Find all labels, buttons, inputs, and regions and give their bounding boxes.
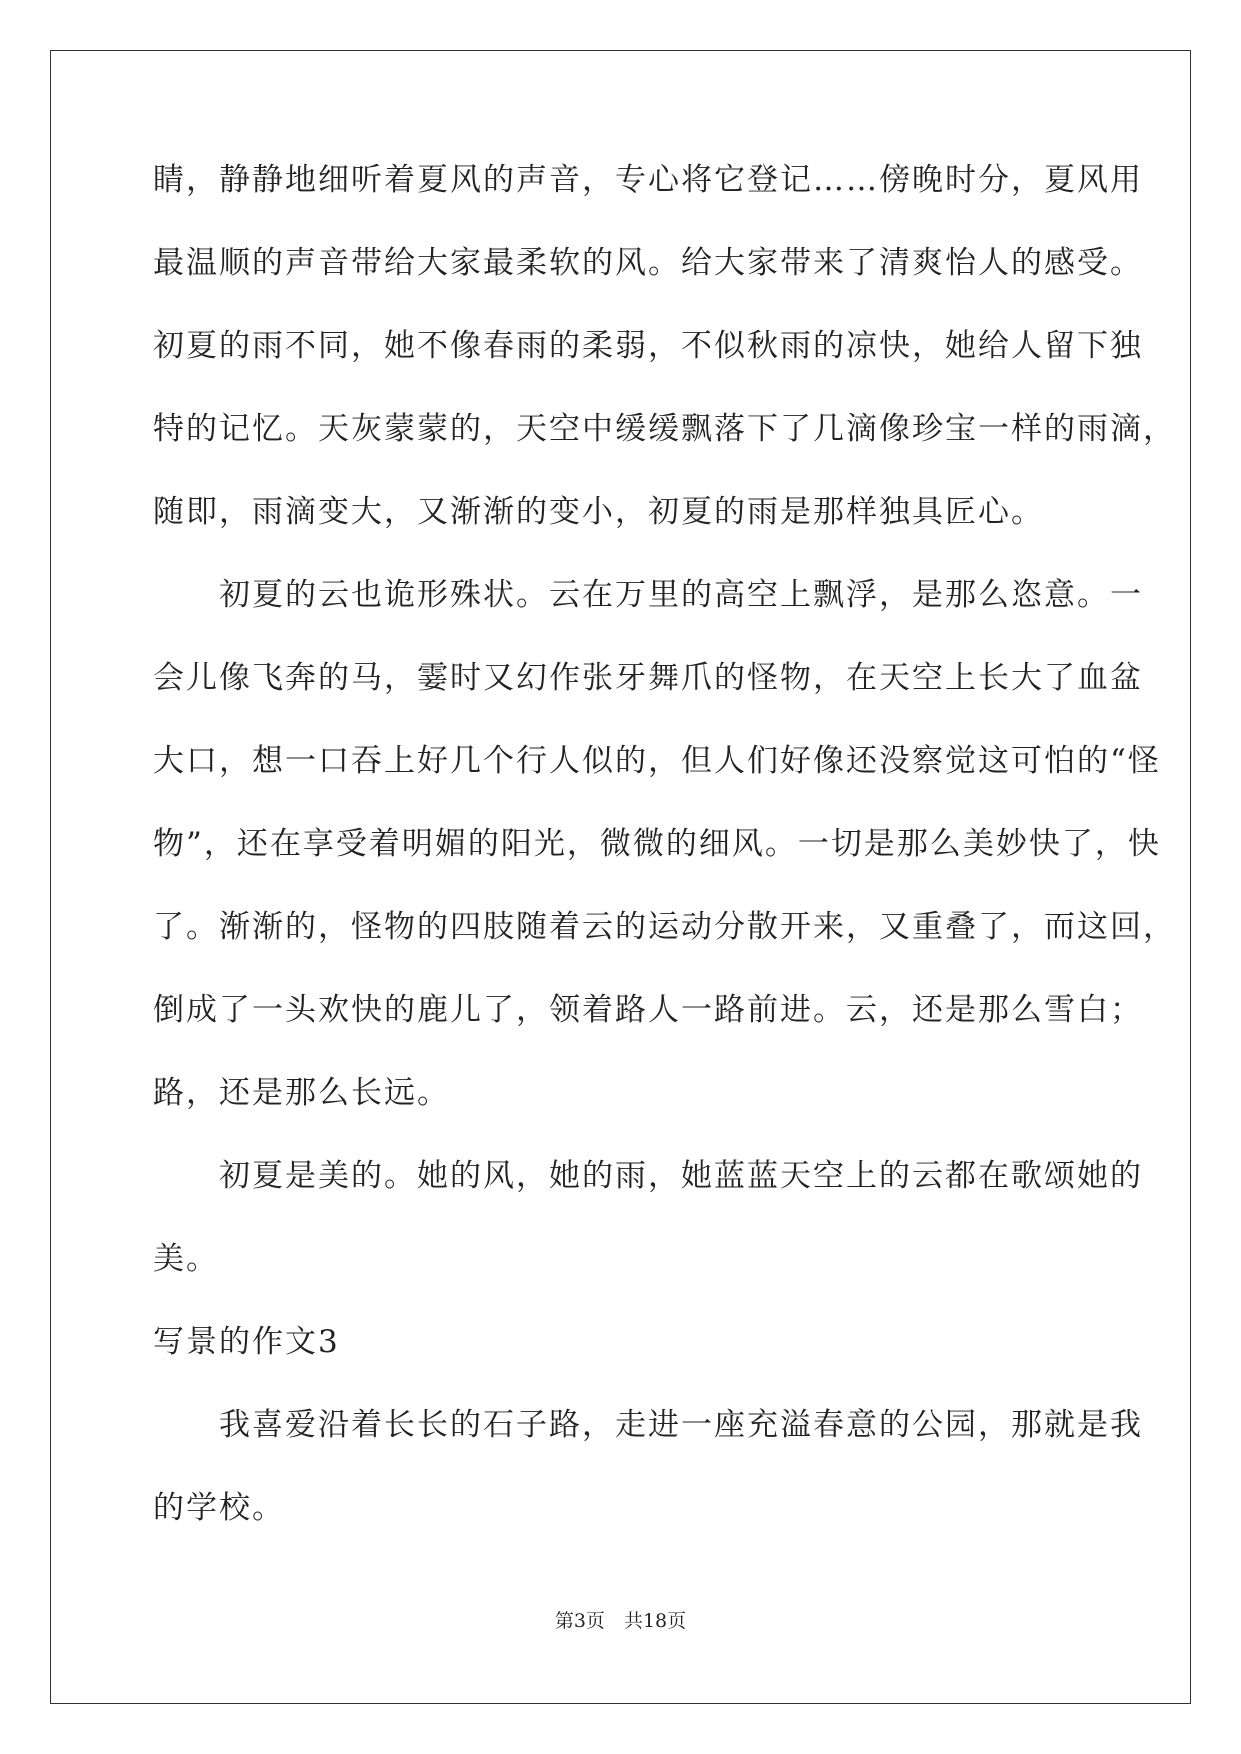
text-line: 美。 — [153, 1241, 219, 1277]
text-line: 了。渐渐的，怪物的四肢随着云的运动分散开来，又重叠了，而这回， — [153, 909, 1176, 945]
footer-separator — [605, 1610, 624, 1632]
text-line: 最温顺的声音带给大家最柔软的风。给大家带来了清爽怡人的感受。 — [153, 245, 1143, 281]
text-line: 的学校。 — [153, 1490, 285, 1526]
text-line: 我喜爱沿着长长的石子路，走进一座充溢春意的公园，那就是我 — [153, 1407, 1143, 1443]
text-line: 随即，雨滴变大，又渐渐的变小，初夏的雨是那样独具匠心。 — [153, 494, 1044, 530]
text-line: 初夏的雨不同，她不像春雨的柔弱，不似秋雨的凉快，她给人留下独 — [153, 328, 1143, 364]
text-line: 初夏是美的。她的风，她的雨，她蓝蓝天空上的云都在歌颂她的 — [153, 1158, 1143, 1194]
text-line: 特的记忆。天灰蒙蒙的，天空中缓缓飘落下了几滴像珍宝一样的雨滴， — [153, 411, 1176, 447]
section-heading: 写景的作文3 — [153, 1324, 340, 1360]
page-number: 第3页 — [554, 1610, 605, 1632]
text-line: 倒成了一头欢快的鹿儿了，领着路人一路前进。云，还是那么雪白； — [153, 992, 1143, 1028]
text-line: 初夏的云也诡形殊状。云在万里的高空上飘浮，是那么恣意。一 — [153, 577, 1143, 613]
text-line: 会儿像飞奔的马，霎时又幻作张牙舞爪的怪物，在天空上长大了血盆 — [153, 660, 1143, 696]
text-line: 睛，静静地细听着夏风的声音，专心将它登记……傍晚时分，夏风用 — [153, 162, 1143, 198]
page-border — [50, 50, 1191, 1704]
text-line: 大口，想一口吞上好几个行人似的，但人们好像还没察觉这可怕的“怪 — [153, 743, 1161, 779]
text-line: 物”，还在享受着明媚的阳光，微微的细风。一切是那么美妙快了，快 — [153, 826, 1161, 862]
text-line: 路，还是那么长远。 — [153, 1075, 450, 1111]
page-total: 共18页 — [623, 1610, 687, 1632]
page-footer — [0, 1609, 1241, 1633]
